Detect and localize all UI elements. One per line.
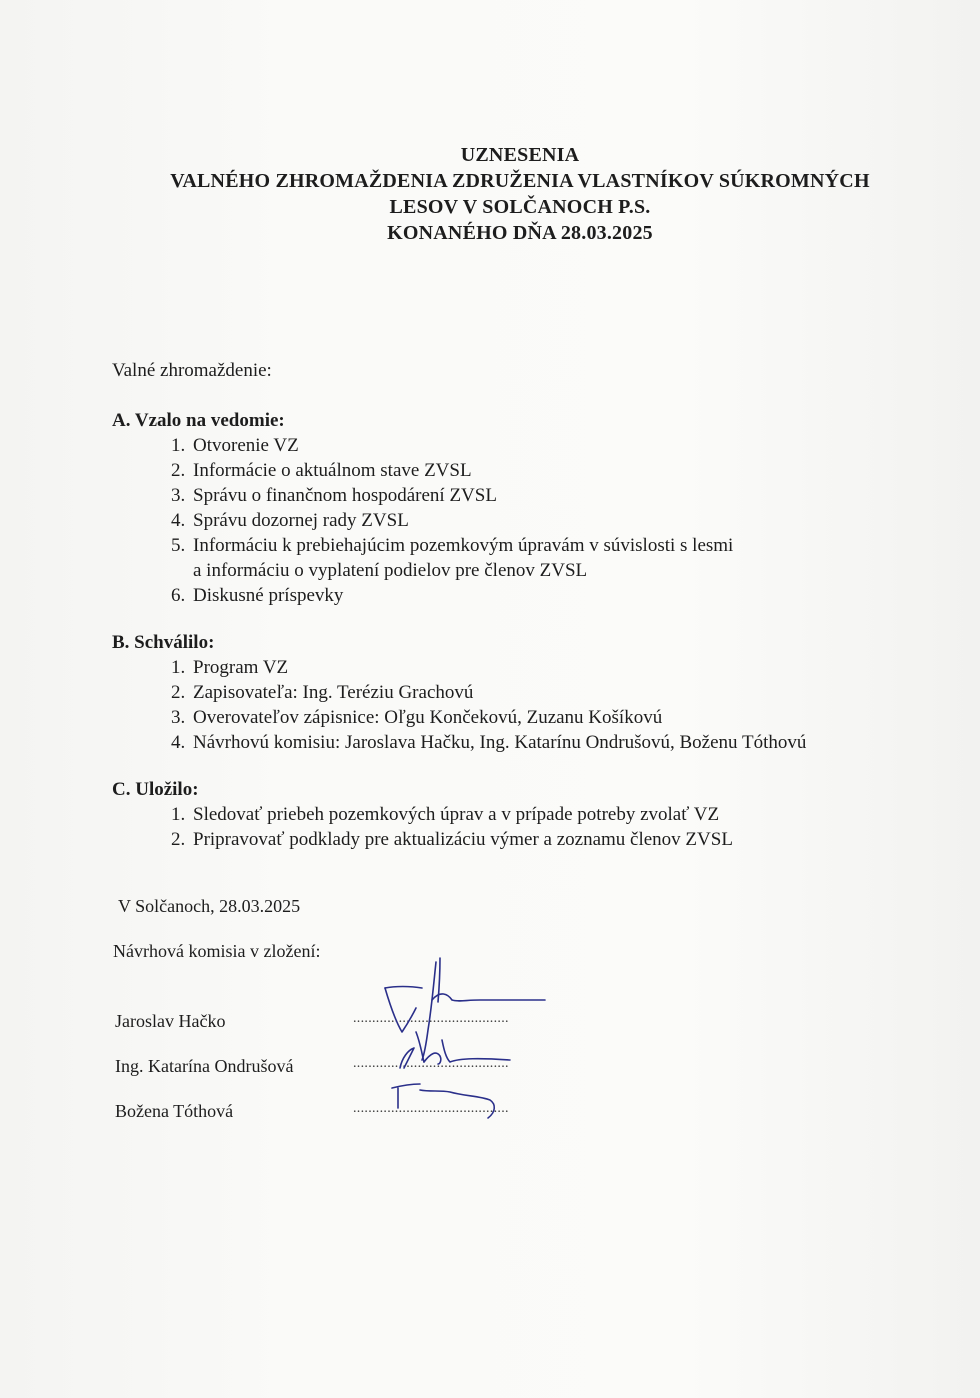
title-line-2: VALNÉHO ZHROMAŽDENIA ZDRUŽENIA VLASTNÍKOV SÚKROMNÝCH xyxy=(170,170,870,192)
item-text: Diskusné príspevky xyxy=(193,585,344,606)
signature-ondrusova xyxy=(400,1032,510,1068)
title-line-4: KONANÉHO DŇA 28.03.2025 xyxy=(387,222,653,244)
item-text: Zapisovateľa: Ing. Teréziu Grachovú xyxy=(193,682,474,703)
signatory-name: Božena Tóthová xyxy=(115,1101,234,1121)
item-number: 3. xyxy=(171,485,186,506)
item-text: Sledovať priebeh pozemkových úprav a v prípade potreby zvolať VZ xyxy=(193,804,720,825)
item-number: 4. xyxy=(171,510,186,531)
item-text: Správu dozornej rady ZVSL xyxy=(193,510,409,531)
item-number: 1. xyxy=(171,804,186,825)
list-item xyxy=(112,730,806,755)
signature-line: ......................................... xyxy=(353,1056,509,1071)
section-c xyxy=(112,778,733,852)
intro-text: Valné zhromaždenie: xyxy=(112,360,272,381)
item-text: Návrhovú komisiu: Jaroslava Hačku, Ing. Katarínu Ondrušovú, Boženu Tóthovú xyxy=(193,732,807,753)
item-text: Správu o finančnom hospodárení ZVSL xyxy=(193,485,497,506)
item-text: Pripravovať podklady pre aktualizáciu výmer a zoznamu členov ZVSL xyxy=(193,829,733,850)
list-item xyxy=(112,680,806,705)
title-line-3: LESOV V SOLČANOCH P.S. xyxy=(389,196,651,218)
item-text: Otvorenie VZ xyxy=(193,435,299,456)
section-b xyxy=(112,631,806,755)
item-text: Program VZ xyxy=(193,657,289,678)
list-item xyxy=(112,458,733,483)
item-number: 4. xyxy=(171,732,186,753)
item-text-continued: a informáciu o vyplatení podielov pre členov ZVSL xyxy=(193,560,588,581)
list-item xyxy=(112,583,733,608)
item-number: 2. xyxy=(171,682,186,703)
signature-line: ......................................... xyxy=(353,1011,509,1026)
item-text: Informácie o aktuálnom stave ZVSL xyxy=(193,460,472,481)
list-item xyxy=(112,533,733,583)
list-item xyxy=(112,508,733,533)
list-item xyxy=(112,483,733,508)
item-number: 2. xyxy=(171,460,186,481)
list-item xyxy=(112,433,733,458)
signatory-name: Jaroslav Hačko xyxy=(115,1011,226,1031)
signature-tothova xyxy=(392,1084,494,1118)
item-number: 1. xyxy=(171,435,186,456)
item-number: 5. xyxy=(171,535,186,556)
signatory-name: Ing. Katarína Ondrušová xyxy=(115,1056,294,1076)
list-item xyxy=(112,802,733,827)
item-number: 6. xyxy=(171,585,186,606)
signature-line: ......................................... xyxy=(353,1101,509,1116)
section-b-list xyxy=(112,655,806,755)
item-number: 3. xyxy=(171,707,186,728)
committee-label: Návrhová komisia v zložení: xyxy=(113,941,321,961)
section-c-list xyxy=(112,802,733,852)
section-b-heading: B. Schválilo: xyxy=(112,632,215,653)
section-a xyxy=(112,409,733,608)
item-number: 2. xyxy=(171,829,186,850)
document-title xyxy=(0,142,980,246)
section-c-heading: C. Uložilo: xyxy=(112,779,199,800)
list-item xyxy=(112,655,806,680)
section-a-list xyxy=(112,433,733,608)
place-date: V Solčanoch, 28.03.2025 xyxy=(118,896,301,916)
item-text: Overovateľov zápisnice: Oľgu Končekovú, Zuzanu Košíkovú xyxy=(193,707,663,728)
section-a-heading: A. Vzalo na vedomie: xyxy=(112,410,285,431)
list-item xyxy=(112,705,806,730)
signature-hacko xyxy=(385,958,545,1060)
title-line-1: UZNESENIA xyxy=(460,144,580,166)
handwritten-signatures xyxy=(340,950,560,1140)
item-number: 1. xyxy=(171,657,186,678)
list-item xyxy=(112,827,733,852)
item-text: Informáciu k prebiehajúcim pozemkovým úpravám v súvislosti s lesmi xyxy=(193,535,734,556)
